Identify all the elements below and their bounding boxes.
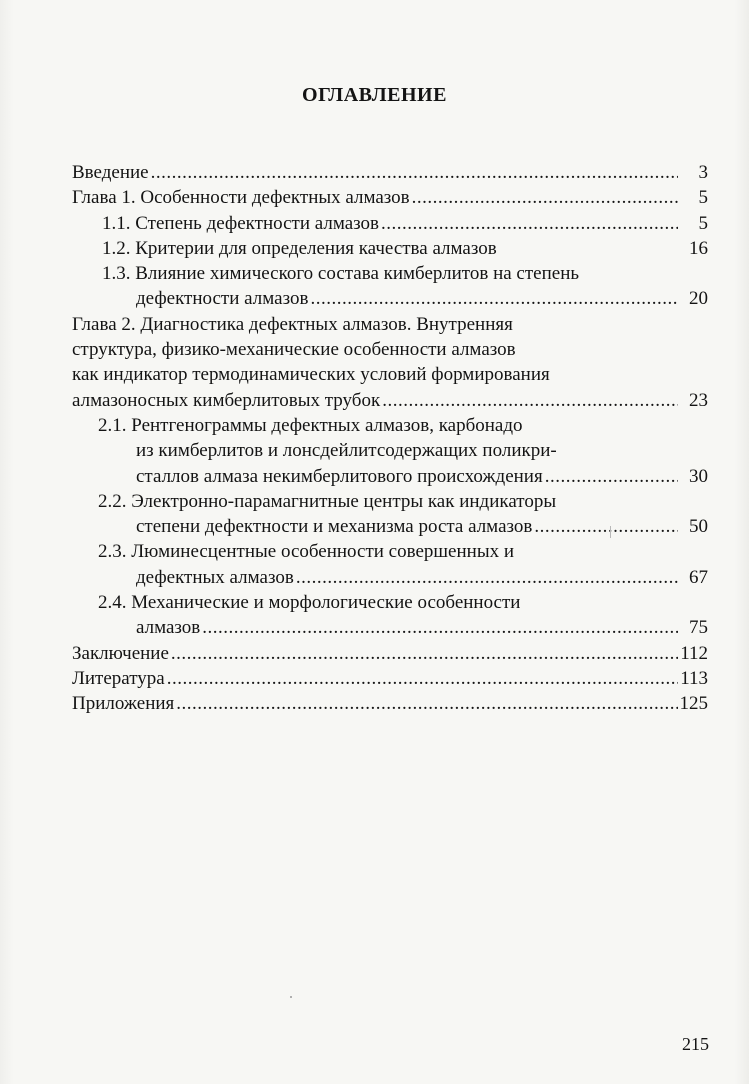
toc-entry-appendix: [72, 691, 708, 716]
toc-entry-section-1-3: [72, 286, 708, 311]
leader-dots: [310, 286, 678, 311]
leader-dots: [202, 615, 678, 640]
toc-entry-page: 113: [680, 667, 708, 689]
toc-entry-chapter-2: [72, 388, 708, 413]
page-title: ОГЛАВЛЕНИЕ: [302, 84, 447, 106]
toc-entry-title: дефектности алмазов: [136, 288, 309, 310]
toc-entry-section-2-3-line-1: 2.3. Люминесцентные особенности совершенных и: [98, 541, 514, 563]
toc-entry-page: 30: [689, 465, 708, 487]
leader-dots: [176, 691, 677, 716]
leader-dots: [545, 464, 678, 489]
table-of-contents: [72, 160, 708, 717]
toc-entry-literature: [72, 666, 708, 691]
toc-entry-page: 5: [698, 187, 708, 209]
toc-entry-page: 125: [679, 693, 708, 715]
toc-entry-title: степени дефектности и механизма роста алмазов: [136, 516, 533, 538]
leader-dots: [151, 160, 678, 185]
toc-entry-page: 67: [689, 566, 708, 588]
toc-entry-chapter-1: [72, 185, 708, 210]
toc-entry-title: 1.1. Степень дефектности алмазов: [102, 212, 380, 234]
toc-entry-section-2-2-line-1: 2.2. Электронно-парамагнитные центры как индикаторы: [98, 490, 557, 512]
leader-dots: [296, 565, 678, 590]
toc-entry-title: алмазов: [136, 617, 201, 639]
toc-entry-chapter-2-line-3: как индикатор термодинамических условий формирования: [72, 364, 550, 386]
toc-entry-title: дефектных алмазов: [136, 566, 294, 588]
page-number: 215: [682, 1034, 709, 1054]
toc-entry-section-2-1-line-2: из кимберлитов и лонсдейлитсодержащих поликри-: [136, 440, 557, 462]
toc-entry-page: 75: [689, 617, 708, 639]
toc-entry-title: 1.2. Критерии для определения качества алмазов: [102, 237, 497, 259]
leader-dots: [171, 641, 678, 666]
leader-dots: [534, 514, 678, 539]
toc-entry-intro: [72, 160, 708, 185]
toc-entry-title: Глава 1. Особенности дефектных алмазов: [72, 187, 410, 209]
toc-entry-title: Приложения: [72, 693, 175, 715]
toc-entry-title: сталлов алмаза некимберлитового происхождения: [136, 465, 543, 487]
leader-dots: [381, 211, 678, 236]
toc-entry-page: 3: [698, 162, 708, 183]
toc-entry-chapter-2-line-1: Глава 2. Диагностика дефектных алмазов. Внутренняя: [72, 313, 513, 335]
toc-entry-title: Литература: [72, 667, 165, 689]
toc-entry-page: 23: [689, 389, 708, 411]
toc-entry-section-2-2: [72, 514, 708, 539]
toc-entry-section-1-1: [72, 211, 708, 236]
toc-entry-section-2-3: [72, 565, 708, 590]
leader-dots: [412, 185, 678, 210]
toc-entry-section-2-1-line-1: 2.1. Рентгенограммы дефектных алмазов, карбонадо: [98, 414, 523, 436]
toc-entry-title: Введение: [72, 162, 149, 183]
toc-entry-section-2-4: [72, 615, 708, 640]
scan-speck: [610, 526, 611, 538]
toc-entry-title: алмазоносных кимберлитовых трубок: [72, 389, 381, 411]
toc-entry-page: 5: [698, 212, 708, 234]
leader-dots: [382, 388, 678, 413]
toc-entry-chapter-2-line-2: структура, физико-механические особенности алмазов: [72, 339, 516, 361]
leader-dots: [167, 666, 678, 691]
toc-entry-section-1-2: [72, 236, 708, 261]
toc-entry-section-2-4-line-1: 2.4. Механические и морфологические особенности: [98, 592, 521, 614]
toc-entry-title: Заключение: [72, 642, 169, 664]
toc-entry-page: 16: [689, 237, 708, 259]
toc-entry-page: 112: [680, 642, 708, 664]
toc-entry-page: 20: [689, 288, 708, 310]
toc-entry-section-1-3-line-1: 1.3. Влияние химического состава кимберлитов на степень: [102, 263, 580, 285]
toc-entry-page: 50: [689, 516, 708, 538]
toc-entry-section-2-1: [72, 464, 708, 489]
toc-entry-conclusion: [72, 641, 708, 666]
scan-speck: [290, 996, 292, 998]
